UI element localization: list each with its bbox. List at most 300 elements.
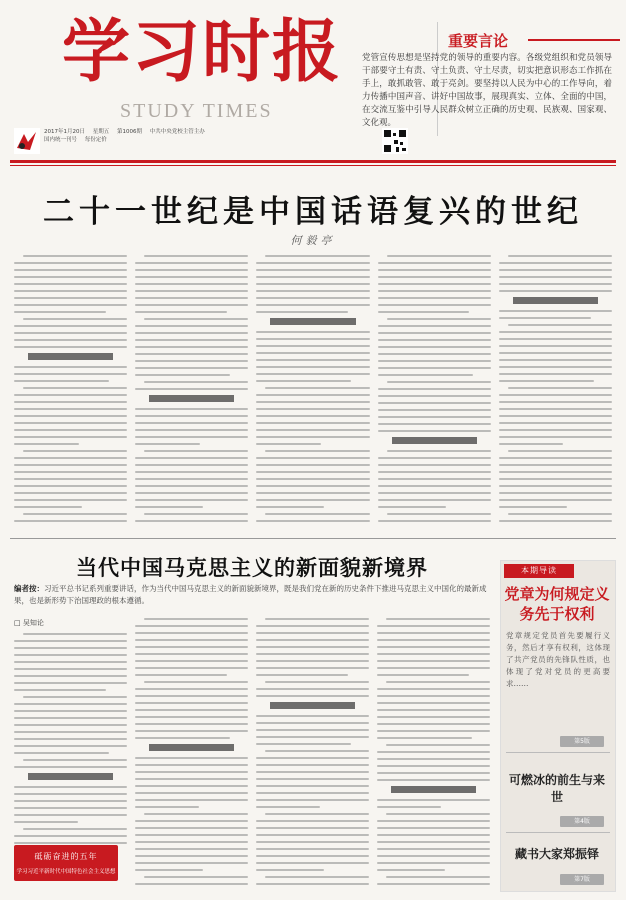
body-text-line: [378, 276, 491, 278]
body-text-line: [256, 792, 369, 794]
body-text-line: [256, 869, 324, 871]
body-text-line: [135, 492, 248, 494]
body-text-line: [508, 255, 612, 257]
body-text-line: [256, 443, 321, 445]
body-text-line: [499, 380, 594, 382]
body-text-line: [499, 262, 612, 264]
body-text-line: [256, 646, 369, 648]
body-text-line: [377, 674, 469, 676]
body-text-line: [14, 520, 127, 522]
body-text-line: [135, 506, 203, 508]
body-text-line: [256, 415, 369, 417]
body-text-line: [135, 422, 248, 424]
body-text-line: [499, 401, 612, 403]
body-text-line: [14, 724, 127, 726]
body-text-line: [14, 807, 127, 809]
body-text-line: [14, 422, 127, 424]
body-text-line: [135, 332, 248, 334]
body-text-line: [135, 388, 248, 390]
body-text-line: [14, 346, 127, 348]
body-text-line: [135, 834, 248, 836]
body-text-line: [256, 883, 369, 885]
body-text-line: [377, 806, 441, 808]
body-text-line: [14, 297, 127, 299]
body-text-line: [135, 639, 248, 641]
feature-abstract: [14, 583, 490, 607]
body-text-line: [14, 429, 127, 431]
body-text-line: [256, 799, 369, 801]
lead-col-3: [256, 255, 369, 535]
body-text-line: [14, 478, 127, 480]
body-text-line: [256, 625, 369, 627]
body-text-line: [135, 730, 248, 732]
body-text-line: [265, 387, 369, 389]
body-text-line: [378, 290, 491, 292]
body-text-line: [14, 408, 127, 410]
feature-byline: □ 吴知论: [14, 619, 44, 627]
body-text-line: [135, 799, 248, 801]
body-text-line: [377, 883, 490, 885]
body-text-line: [135, 820, 248, 822]
body-text-line: [256, 841, 369, 843]
body-text-line: [256, 366, 369, 368]
body-text-line: [386, 876, 490, 878]
body-text-line: [377, 625, 490, 627]
body-text-line: [499, 464, 612, 466]
body-text-line: [135, 436, 248, 438]
body-text-line: [378, 506, 446, 508]
body-text-line: [256, 778, 369, 780]
body-text-line: [144, 513, 248, 515]
body-text-line: [135, 429, 248, 431]
body-text-line: [256, 848, 369, 850]
body-text-line: [256, 834, 369, 836]
guide-feature-title[interactable]: 党章为何规定义务先于权利: [504, 585, 610, 623]
body-text-line: [135, 764, 248, 766]
body-text-line: [144, 681, 248, 683]
body-text-line: [377, 765, 490, 767]
body-text-line: [256, 311, 348, 313]
body-text-line: [135, 499, 248, 501]
body-text-line: [135, 262, 248, 264]
body-text-line: [14, 814, 127, 816]
body-text-line: [256, 359, 369, 361]
body-text-line: [378, 492, 491, 494]
body-text-line: [377, 758, 490, 760]
body-text-line: [378, 423, 491, 425]
body-text-line: [135, 771, 248, 773]
lead-col-1: [14, 255, 127, 535]
body-text-line: [135, 667, 248, 669]
body-text-line: [378, 269, 491, 271]
body-text-line: [135, 653, 248, 655]
body-text-line: [265, 876, 369, 878]
publisher: 中共中央党校主管主办: [149, 129, 205, 135]
body-text-line: [14, 668, 127, 670]
body-text-line: [265, 813, 369, 815]
body-text-line: [135, 660, 248, 662]
body-text-line: [256, 457, 369, 459]
body-text-line: [135, 276, 248, 278]
body-text-line: [387, 318, 491, 320]
body-text-line: [378, 416, 491, 418]
lead-article-columns: [14, 255, 612, 535]
badge-subtitle: 学习习近平新时代中国特色社会主义思想: [16, 869, 116, 875]
body-text-line: [14, 325, 127, 327]
section-subheading: [392, 437, 477, 444]
body-text-line: [23, 387, 127, 389]
body-text-line: [377, 799, 490, 801]
body-text-line: [378, 332, 491, 334]
body-text-line: [499, 506, 567, 508]
body-text-line: [387, 255, 491, 257]
body-text-line: [378, 430, 491, 432]
info-bar: [44, 128, 374, 154]
body-text-line: [378, 457, 491, 459]
body-text-line: [135, 478, 248, 480]
body-text-line: [378, 304, 491, 306]
guide-item-1[interactable]: 可燃冰的前生与来世: [508, 773, 605, 804]
body-text-line: [135, 367, 248, 369]
body-text-line: [256, 262, 369, 264]
body-text-line: [256, 471, 369, 473]
body-text-line: [499, 499, 612, 501]
body-text-line: [23, 759, 127, 761]
serial-code: 国内统一刊号: [44, 137, 78, 143]
section-subheading: [28, 773, 113, 780]
body-text-line: [256, 290, 369, 292]
guide-item-2[interactable]: 藏书大家郑振铎: [514, 847, 599, 861]
important-words-body: 党管宣传思想是坚持党的领导的重要内容。各级党组织和党员领导干部要守土有责、守土负责、守土尽责，切实把意识形态工作抓在手上，敢抓敢管、敢于亮剑。要坚持以人民为中心的工作导向，着力传播中国声音、讲好中国故事，展现真实、立体、全面的中国，在交流互鉴中引导人民群众树立正确的历史观、民族观、国家观、文化观。: [362, 53, 612, 128]
body-text-line: [135, 485, 248, 487]
body-text-line: [387, 381, 491, 383]
lead-headline[interactable]: 二十一世纪是中国话语复兴的世纪: [43, 194, 583, 230]
body-text-line: [14, 835, 127, 837]
body-text-line: [144, 450, 248, 452]
body-text-line: [256, 820, 369, 822]
body-text-line: [499, 478, 612, 480]
body-text-line: [378, 485, 491, 487]
body-text-line: [256, 436, 369, 438]
lead-col-4: [378, 255, 491, 535]
body-text-line: [256, 352, 369, 354]
body-text-line: [14, 492, 127, 494]
masthead-rule-thin: [10, 165, 616, 166]
body-text-line: [144, 876, 248, 878]
body-text-line: [387, 513, 491, 515]
body-text-line: [14, 436, 127, 438]
body-text-line: [377, 855, 490, 857]
body-text-line: [23, 513, 127, 515]
section-divider: [10, 538, 616, 539]
section-subheading: [149, 744, 234, 751]
body-text-line: [256, 785, 369, 787]
section-subheading: [270, 318, 355, 325]
body-text-line: [135, 778, 248, 780]
body-text-line: [256, 408, 369, 410]
body-text-line: [14, 821, 78, 823]
body-text-line: [256, 667, 369, 669]
body-text-line: [499, 276, 612, 278]
body-text-line: [256, 276, 369, 278]
body-text-line: [378, 262, 491, 264]
body-text-line: [135, 283, 248, 285]
body-text-line: [135, 346, 248, 348]
feature-col-4: [377, 618, 490, 890]
body-text-line: [14, 738, 127, 740]
body-text-line: [265, 750, 369, 752]
body-text-line: [377, 751, 490, 753]
issue-number: 第1006期: [117, 129, 143, 135]
feature-headline[interactable]: 当代中国马克思主义的新面貌新境界: [76, 555, 428, 580]
body-text-line: [256, 695, 369, 697]
body-text-line: [377, 862, 490, 864]
body-text-line: [256, 653, 369, 655]
body-text-line: [387, 450, 491, 452]
body-text-line: [378, 499, 491, 501]
series-badge[interactable]: [14, 845, 118, 881]
body-text-line: [14, 394, 127, 396]
body-text-line: [14, 731, 127, 733]
body-text-line: [256, 304, 369, 306]
masthead-rule: [10, 160, 616, 163]
body-text-line: [23, 696, 127, 698]
body-text-line: [14, 661, 127, 663]
body-text-line: [135, 695, 248, 697]
body-text-line: [499, 394, 612, 396]
body-text-line: [14, 283, 127, 285]
body-text-line: [135, 520, 248, 522]
guide-page-ref[interactable]: 第5版: [560, 736, 604, 747]
body-text-line: [256, 499, 369, 501]
newspaper-logo-icon: [14, 128, 40, 154]
body-text-line: [144, 813, 248, 815]
body-text-line: [14, 332, 127, 334]
body-text-line: [14, 717, 127, 719]
issue-weekday: 星期五: [92, 129, 110, 135]
masthead-title: 学习时报: [62, 12, 343, 92]
body-text-line: [14, 415, 127, 417]
body-text-line: [14, 290, 127, 292]
body-text-line: [256, 764, 369, 766]
body-text-line: [256, 674, 348, 676]
body-text-line: [14, 800, 127, 802]
body-text-line: [14, 689, 106, 691]
price: 每份定价: [84, 137, 107, 143]
body-text-line: [377, 737, 472, 739]
body-text-line: [377, 709, 490, 711]
body-text-line: [499, 492, 612, 494]
body-text-line: [14, 464, 127, 466]
body-text-line: [377, 779, 490, 781]
body-text-line: [135, 702, 248, 704]
body-text-line: [256, 639, 369, 641]
body-text-line: [386, 813, 490, 815]
body-text-line: [377, 820, 490, 822]
body-text-line: [256, 806, 320, 808]
body-text-line: [378, 339, 491, 341]
body-text-line: [256, 373, 369, 375]
body-text-line: [135, 757, 248, 759]
body-text-line: [135, 883, 248, 885]
body-text-line: [256, 520, 369, 522]
body-text-line: [135, 339, 248, 341]
body-text-line: [378, 346, 491, 348]
body-text-line: [377, 695, 490, 697]
body-text-line: [499, 429, 612, 431]
body-text-line: [14, 366, 127, 368]
body-text-line: [377, 688, 490, 690]
body-text-line: [377, 632, 490, 634]
body-text-line: [23, 450, 127, 452]
body-text-line: [265, 618, 369, 620]
body-text-line: [256, 422, 369, 424]
guide-label: 本期导读: [504, 564, 574, 578]
section-subheading: [149, 395, 234, 402]
body-text-line: [135, 471, 248, 473]
body-text-line: [14, 443, 79, 445]
body-text-line: [386, 744, 490, 746]
body-text-line: [499, 331, 612, 333]
body-text-line: [256, 331, 369, 333]
body-text-line: [508, 387, 612, 389]
body-text-line: [499, 443, 564, 445]
body-text-line: [256, 862, 369, 864]
body-text-line: [256, 757, 369, 759]
masthead-subtitle: STUDY TIMES: [120, 100, 273, 122]
body-text-line: [135, 785, 248, 787]
body-text-line: [377, 716, 490, 718]
body-text-line: [14, 647, 127, 649]
body-text-line: [499, 373, 612, 375]
body-text-line: [377, 639, 490, 641]
body-text-line: [135, 360, 248, 362]
abstract-label: 编者按：: [14, 584, 44, 593]
body-text-line: [265, 450, 369, 452]
body-text-line: [135, 311, 227, 313]
body-text-line: [135, 792, 248, 794]
body-text-line: [378, 402, 491, 404]
body-text-line: [14, 640, 127, 642]
body-text-line: [135, 688, 248, 690]
section-subheading: [28, 353, 113, 360]
body-text-line: [14, 457, 127, 459]
body-text-line: [14, 311, 106, 313]
body-text-line: [256, 401, 369, 403]
body-text-line: [256, 345, 369, 347]
body-text-line: [144, 255, 248, 257]
guide-item-1-page[interactable]: 第4版: [560, 816, 604, 827]
body-text-line: [499, 359, 612, 361]
body-text-line: [14, 745, 127, 747]
body-text-line: [377, 646, 490, 648]
badge-title: 砥砺奋进的五年: [34, 852, 98, 861]
body-text-line: [378, 409, 491, 411]
body-text-line: [256, 297, 369, 299]
body-text-line: [499, 471, 612, 473]
body-text-line: [499, 408, 612, 410]
body-text-line: [256, 632, 369, 634]
body-text-line: [499, 338, 612, 340]
guide-divider: [506, 752, 610, 753]
body-text-line: [256, 715, 369, 717]
body-text-line: [14, 499, 127, 501]
body-text-line: [378, 478, 491, 480]
body-text-line: [377, 660, 490, 662]
body-text-line: [135, 443, 200, 445]
body-text-line: [378, 311, 470, 313]
body-text-line: [135, 408, 248, 410]
lead-col-5: [499, 255, 612, 535]
body-text-line: [378, 283, 491, 285]
body-text-line: [499, 290, 612, 292]
body-text-line: [256, 743, 351, 745]
body-text-line: [135, 869, 203, 871]
body-text-line: [14, 786, 127, 788]
body-text-line: [14, 373, 127, 375]
body-text-line: [14, 793, 127, 795]
body-text-line: [135, 353, 248, 355]
lead-author: 何毅亭: [290, 234, 336, 247]
issue-date: 2017年1月20日: [44, 129, 85, 135]
body-text-line: [386, 618, 490, 620]
abstract-text: 习近平总书记系列重要讲话，作为当代中国马克思主义的新面貌新境界，既是我们党在新的历史条件下推进马克思主义中国化的最新成果，也是新形势下治国理政的根本遵循。: [14, 584, 487, 605]
body-text-line: [135, 374, 230, 376]
body-text-line: [256, 660, 369, 662]
body-text-line: [378, 367, 491, 369]
body-text-line: [23, 255, 127, 257]
body-text-line: [256, 283, 369, 285]
body-text-line: [14, 276, 127, 278]
body-text-line: [508, 450, 612, 452]
body-text-line: [377, 723, 490, 725]
body-text-line: [256, 394, 369, 396]
body-text-line: [508, 513, 612, 515]
body-text-line: [14, 752, 109, 754]
body-text-line: [499, 352, 612, 354]
body-text-line: [256, 478, 369, 480]
qr-code-icon: [382, 128, 408, 154]
body-text-line: [135, 297, 248, 299]
body-text-line: [386, 681, 490, 683]
body-text-line: [265, 255, 369, 257]
body-text-line: [135, 325, 248, 327]
body-text-line: [144, 318, 248, 320]
body-text-line: [378, 471, 491, 473]
body-text-line: [14, 339, 127, 341]
body-text-line: [499, 317, 591, 319]
body-text-line: [499, 422, 612, 424]
body-text-line: [508, 324, 612, 326]
body-text-line: [23, 318, 127, 320]
body-text-line: [14, 485, 127, 487]
body-text-line: [256, 688, 369, 690]
body-text-line: [14, 654, 127, 656]
body-text-line: [135, 625, 248, 627]
guide-item-2-page[interactable]: 第7版: [560, 874, 604, 885]
body-text-line: [135, 304, 248, 306]
body-text-line: [256, 855, 369, 857]
body-text-line: [499, 436, 612, 438]
body-text-line: [14, 262, 127, 264]
body-text-line: [378, 374, 473, 376]
body-text-line: [14, 675, 127, 677]
important-words-heading: 重要言论: [448, 32, 509, 50]
body-text-line: [23, 828, 127, 830]
body-text-line: [378, 520, 491, 522]
body-text-line: [14, 304, 127, 306]
body-text-line: [256, 338, 369, 340]
